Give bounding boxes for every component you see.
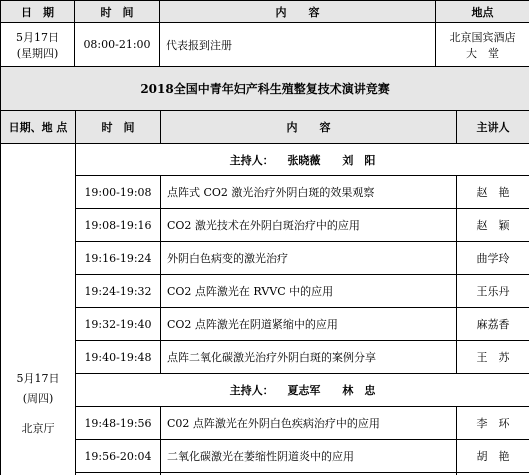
- competition-table: [0, 66, 529, 475]
- session-speaker: 麻荔香: [457, 308, 529, 341]
- session-time: 19:24-19:32: [76, 275, 161, 308]
- session-topic: 外阴白色病变的激光治疗: [161, 242, 457, 275]
- session-topic: CO2 点阵激光在 RVVC 中的应用: [161, 275, 457, 308]
- registration-header-row: [1, 1, 529, 23]
- registration-date: [1, 23, 75, 67]
- host-2-names: 夏志军 林 忠: [287, 384, 376, 397]
- registration-row: [1, 23, 529, 67]
- host-1: [76, 144, 529, 176]
- session-time: 19:40-19:48: [76, 341, 161, 374]
- session-speaker: 赵 艳: [457, 176, 529, 209]
- header-location: 地点: [436, 1, 529, 23]
- host-1-names: 张晓薇 刘 阳: [287, 153, 376, 167]
- host-2-label: 主持人：: [229, 384, 274, 397]
- header-date: 日 期: [1, 1, 75, 23]
- col-header-date: 日期、地 点: [1, 111, 76, 144]
- section-title-row: [1, 67, 529, 111]
- session-time: 19:16-19:24: [76, 242, 161, 275]
- session-time: 19:08-19:16: [76, 209, 161, 242]
- table-row: [1, 440, 529, 473]
- session-speaker: 王 苏: [457, 341, 529, 374]
- session-speaker: 赵 颖: [457, 209, 529, 242]
- session-time: 19:56-20:04: [76, 440, 161, 473]
- session-topic: 二氧化碳激光在萎缩性阴道炎中的应用: [161, 440, 457, 473]
- host-2: [76, 374, 529, 407]
- registration-time: 08:00-21:00: [75, 23, 160, 67]
- table-row: [1, 308, 529, 341]
- session-topic: 点阵二氧化碳激光治疗外阴白斑的案例分享: [161, 341, 457, 374]
- session-date-line2: (周四): [22, 392, 54, 405]
- session-date-line1: 5月17日: [16, 372, 60, 385]
- date-venue-cell: [1, 144, 76, 475]
- session-time: 19:48-19:56: [76, 407, 161, 440]
- col-header-content: 内 容: [161, 111, 457, 144]
- host-row-2: [1, 374, 529, 407]
- table-row: [1, 341, 529, 374]
- session-topic: 点阵式 CO2 激光治疗外阴白斑的效果观察: [161, 176, 457, 209]
- header-time: 时 间: [75, 1, 160, 23]
- session-topic: CO2 点阵激光在阴道紧缩中的应用: [161, 308, 457, 341]
- table-row: [1, 275, 529, 308]
- registration-location-line1: 北京国宾酒店: [449, 30, 516, 44]
- session-time: 19:32-19:40: [76, 308, 161, 341]
- header-content: 内 容: [160, 1, 436, 23]
- session-time: 19:00-19:08: [76, 176, 161, 209]
- session-speaker: 王乐丹: [457, 275, 529, 308]
- host-row-1: [1, 144, 529, 176]
- table-row: [1, 176, 529, 209]
- session-speaker: 李 环: [457, 407, 529, 440]
- session-speaker: 曲学玲: [457, 242, 529, 275]
- col-header-time: 时 间: [76, 111, 161, 144]
- registration-date-line2: (星期四): [16, 46, 59, 60]
- table-row: [1, 209, 529, 242]
- session-venue: 北京厅: [21, 422, 55, 435]
- section-title: 2018全国中青年妇产科生殖整复技术演讲竞赛: [1, 67, 529, 111]
- col-header-speaker: 主讲人: [457, 111, 529, 144]
- registration-table: [0, 0, 529, 67]
- competition-header-row: [1, 111, 529, 144]
- host-1-label: 主持人：: [229, 153, 274, 167]
- session-speaker: 胡 艳: [457, 440, 529, 473]
- registration-location: [436, 23, 529, 67]
- table-row: [1, 407, 529, 440]
- registration-date-line1: 5月17日: [16, 30, 59, 44]
- table-row: [1, 242, 529, 275]
- registration-content: 代表报到注册: [160, 23, 436, 67]
- session-topic: C02 点阵激光在外阴白色疾病治疗中的应用: [161, 407, 457, 440]
- registration-location-line2: 大 堂: [466, 46, 499, 60]
- session-topic: CO2 激光技术在外阴白斑治疗中的应用: [161, 209, 457, 242]
